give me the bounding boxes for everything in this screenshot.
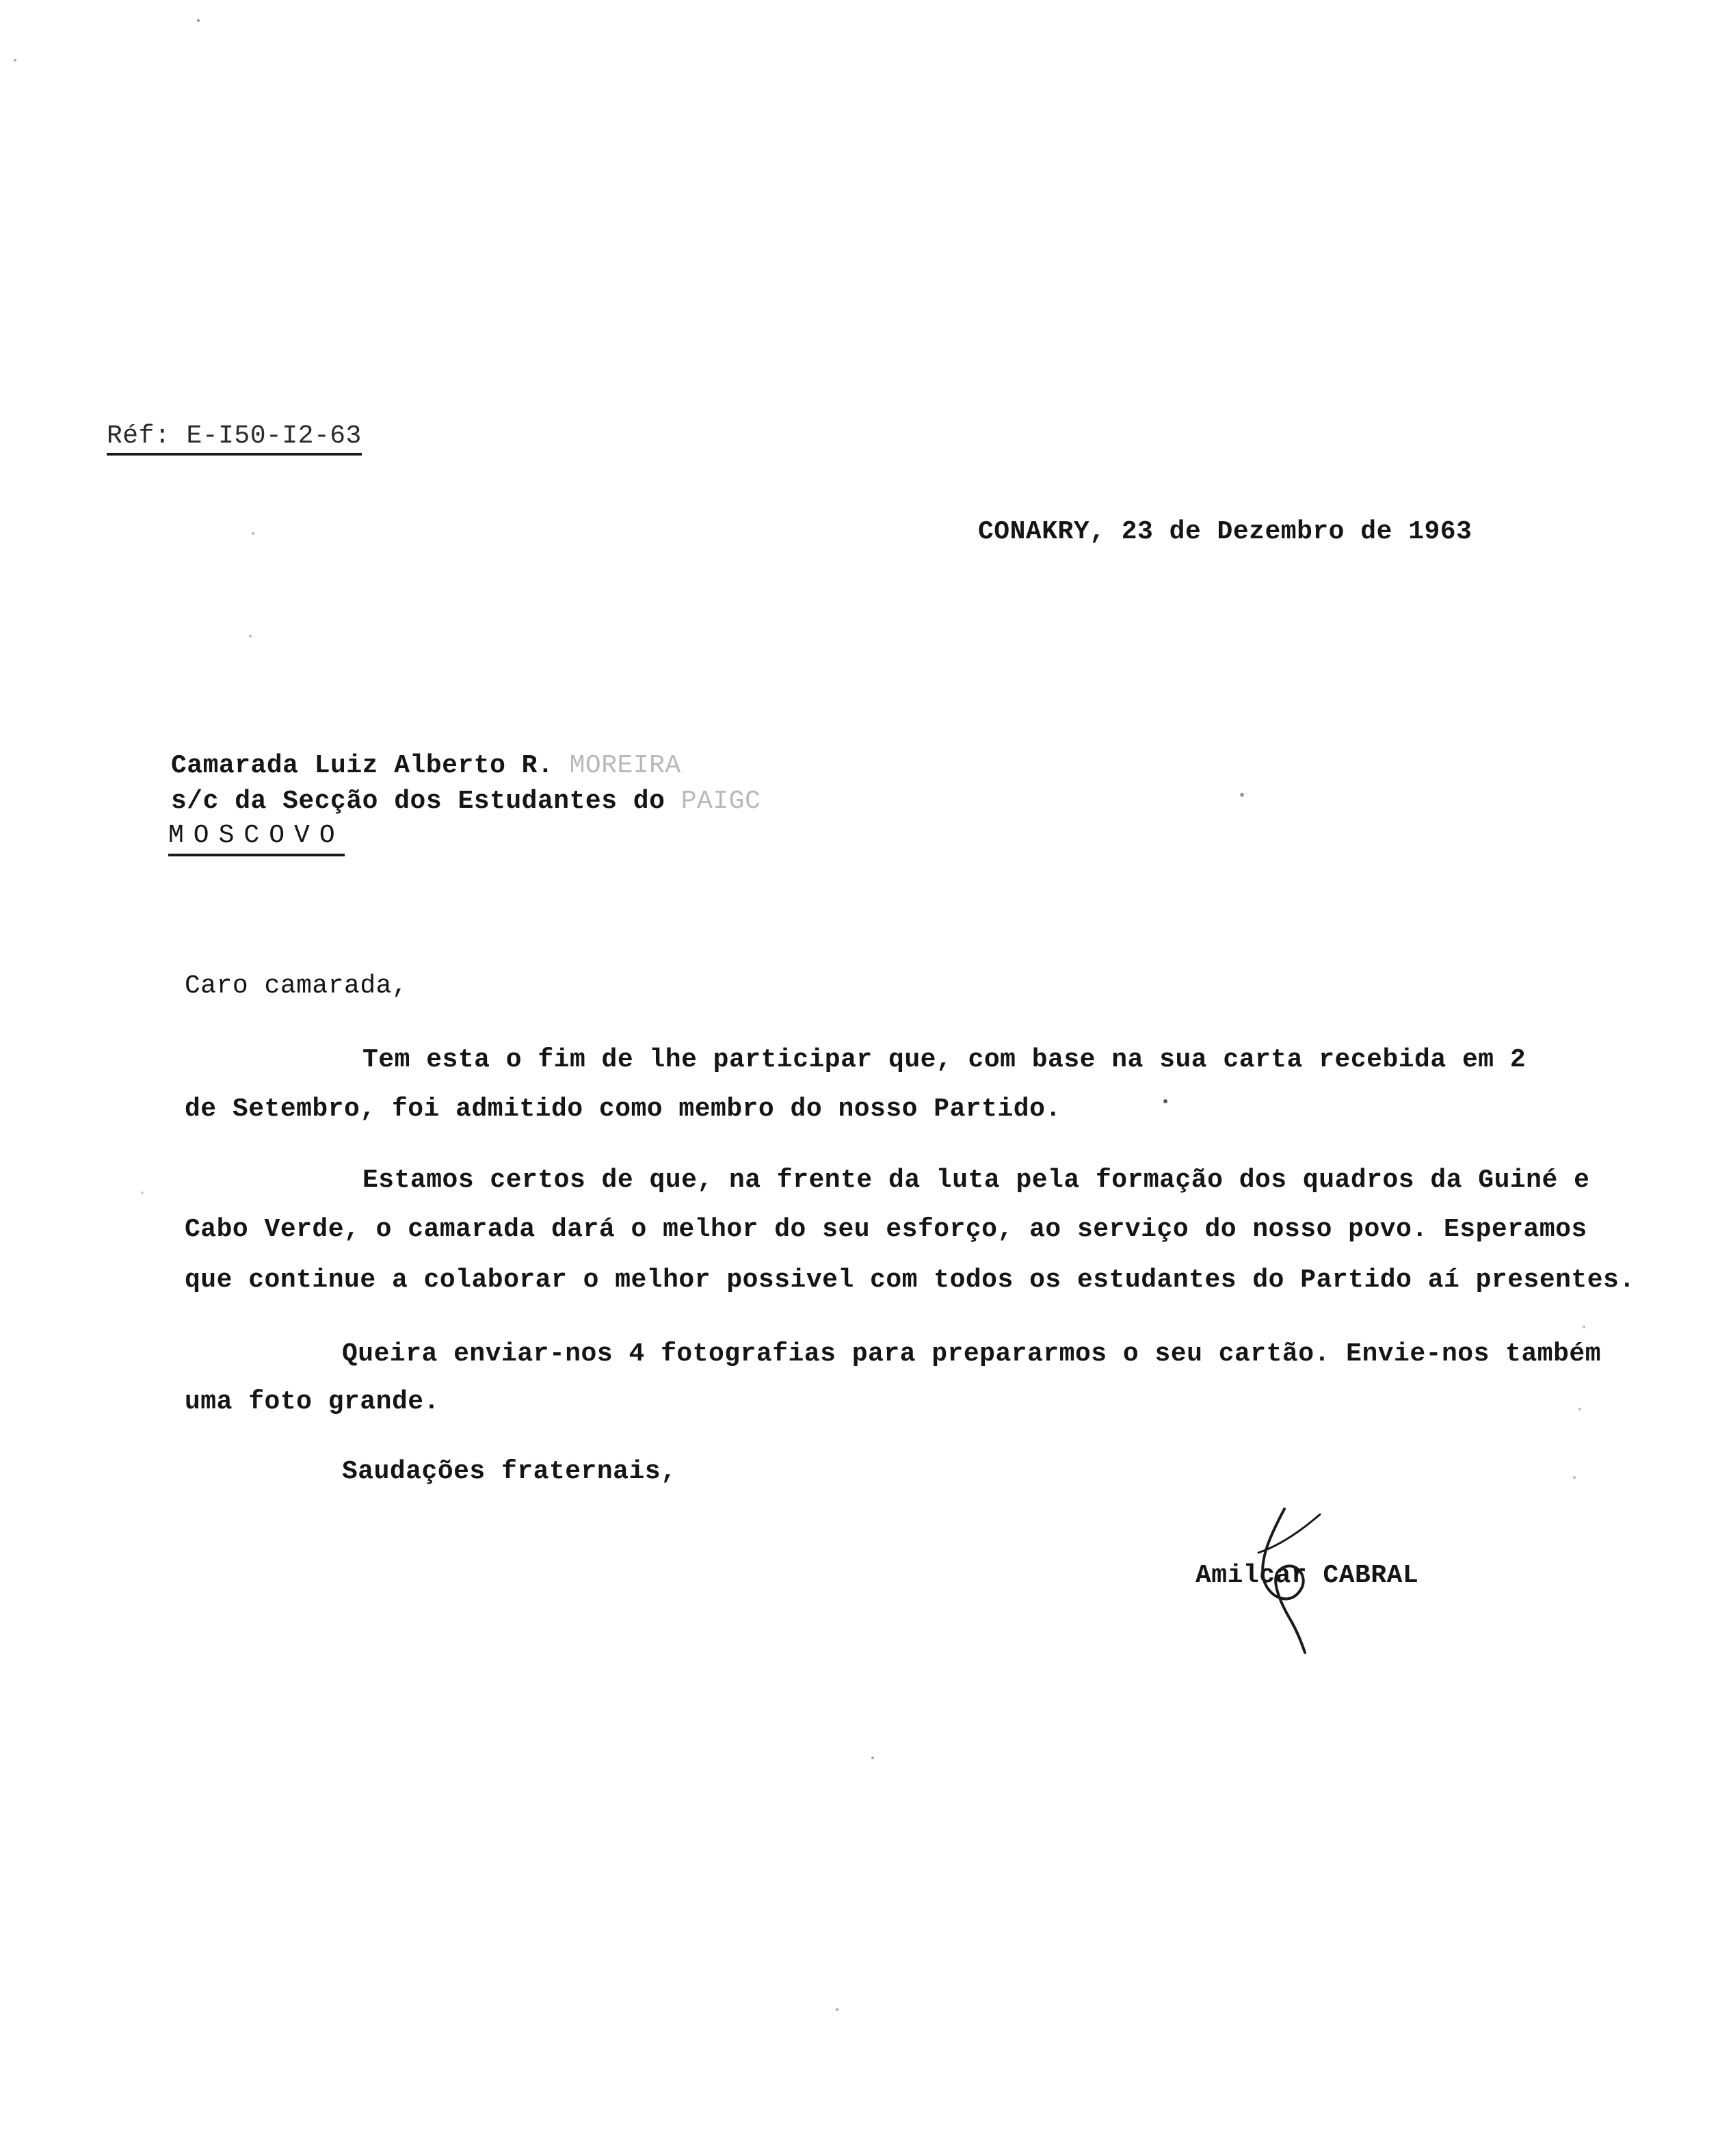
paragraph-3-line-1: Queira enviar-nos 4 fotografias para prepararmos o seu cartão. Envie-nos também bbox=[342, 1339, 1601, 1369]
paragraph-2-line-2: Cabo Verde, o camarada dará o melhor do seu esforço, ao serviço do nosso povo. Esperamos bbox=[185, 1215, 1587, 1244]
salutation: Caro camarada, bbox=[185, 971, 408, 1001]
recipient-surname-faded: MOREIRA bbox=[569, 751, 681, 780]
paragraph-2-line-3: que continue a colaborar o melhor possivel com todos os estudantes do Partido aí presentes. bbox=[185, 1265, 1635, 1295]
reference-number: Réf: E-I50-I2-63 bbox=[107, 421, 362, 456]
paragraph-3-line-2: uma foto grande. bbox=[185, 1387, 440, 1417]
recipient-name: Camarada Luiz Alberto R. bbox=[171, 751, 554, 780]
paragraph-2-line-1: Estamos certos de que, na frente da luta pela formação dos quadros da Guiné e bbox=[362, 1166, 1590, 1195]
recipient-party-faded: PAIGC bbox=[680, 787, 761, 816]
closing: Saudações fraternais, bbox=[342, 1457, 677, 1486]
signatory-name: Amilcar CABRAL bbox=[1195, 1561, 1419, 1590]
paragraph-1-line-1: Tem esta o fim de lhe participar que, com base na sua carta recebida em 2 bbox=[362, 1045, 1527, 1075]
handwritten-signature bbox=[1231, 1505, 1340, 1655]
recipient-section: s/c da Secção dos Estudantes do bbox=[171, 787, 665, 816]
paragraph-1-line-2: de Setembro, foi admitido como membro do nosso Partido. bbox=[185, 1094, 1061, 1124]
dateline: CONAKRY, 23 de Dezembro de 1963 bbox=[978, 517, 1472, 547]
recipient-city: MOSCOVO bbox=[168, 821, 345, 856]
recipient-line-2 bbox=[171, 787, 761, 817]
recipient-line-1 bbox=[171, 751, 681, 781]
